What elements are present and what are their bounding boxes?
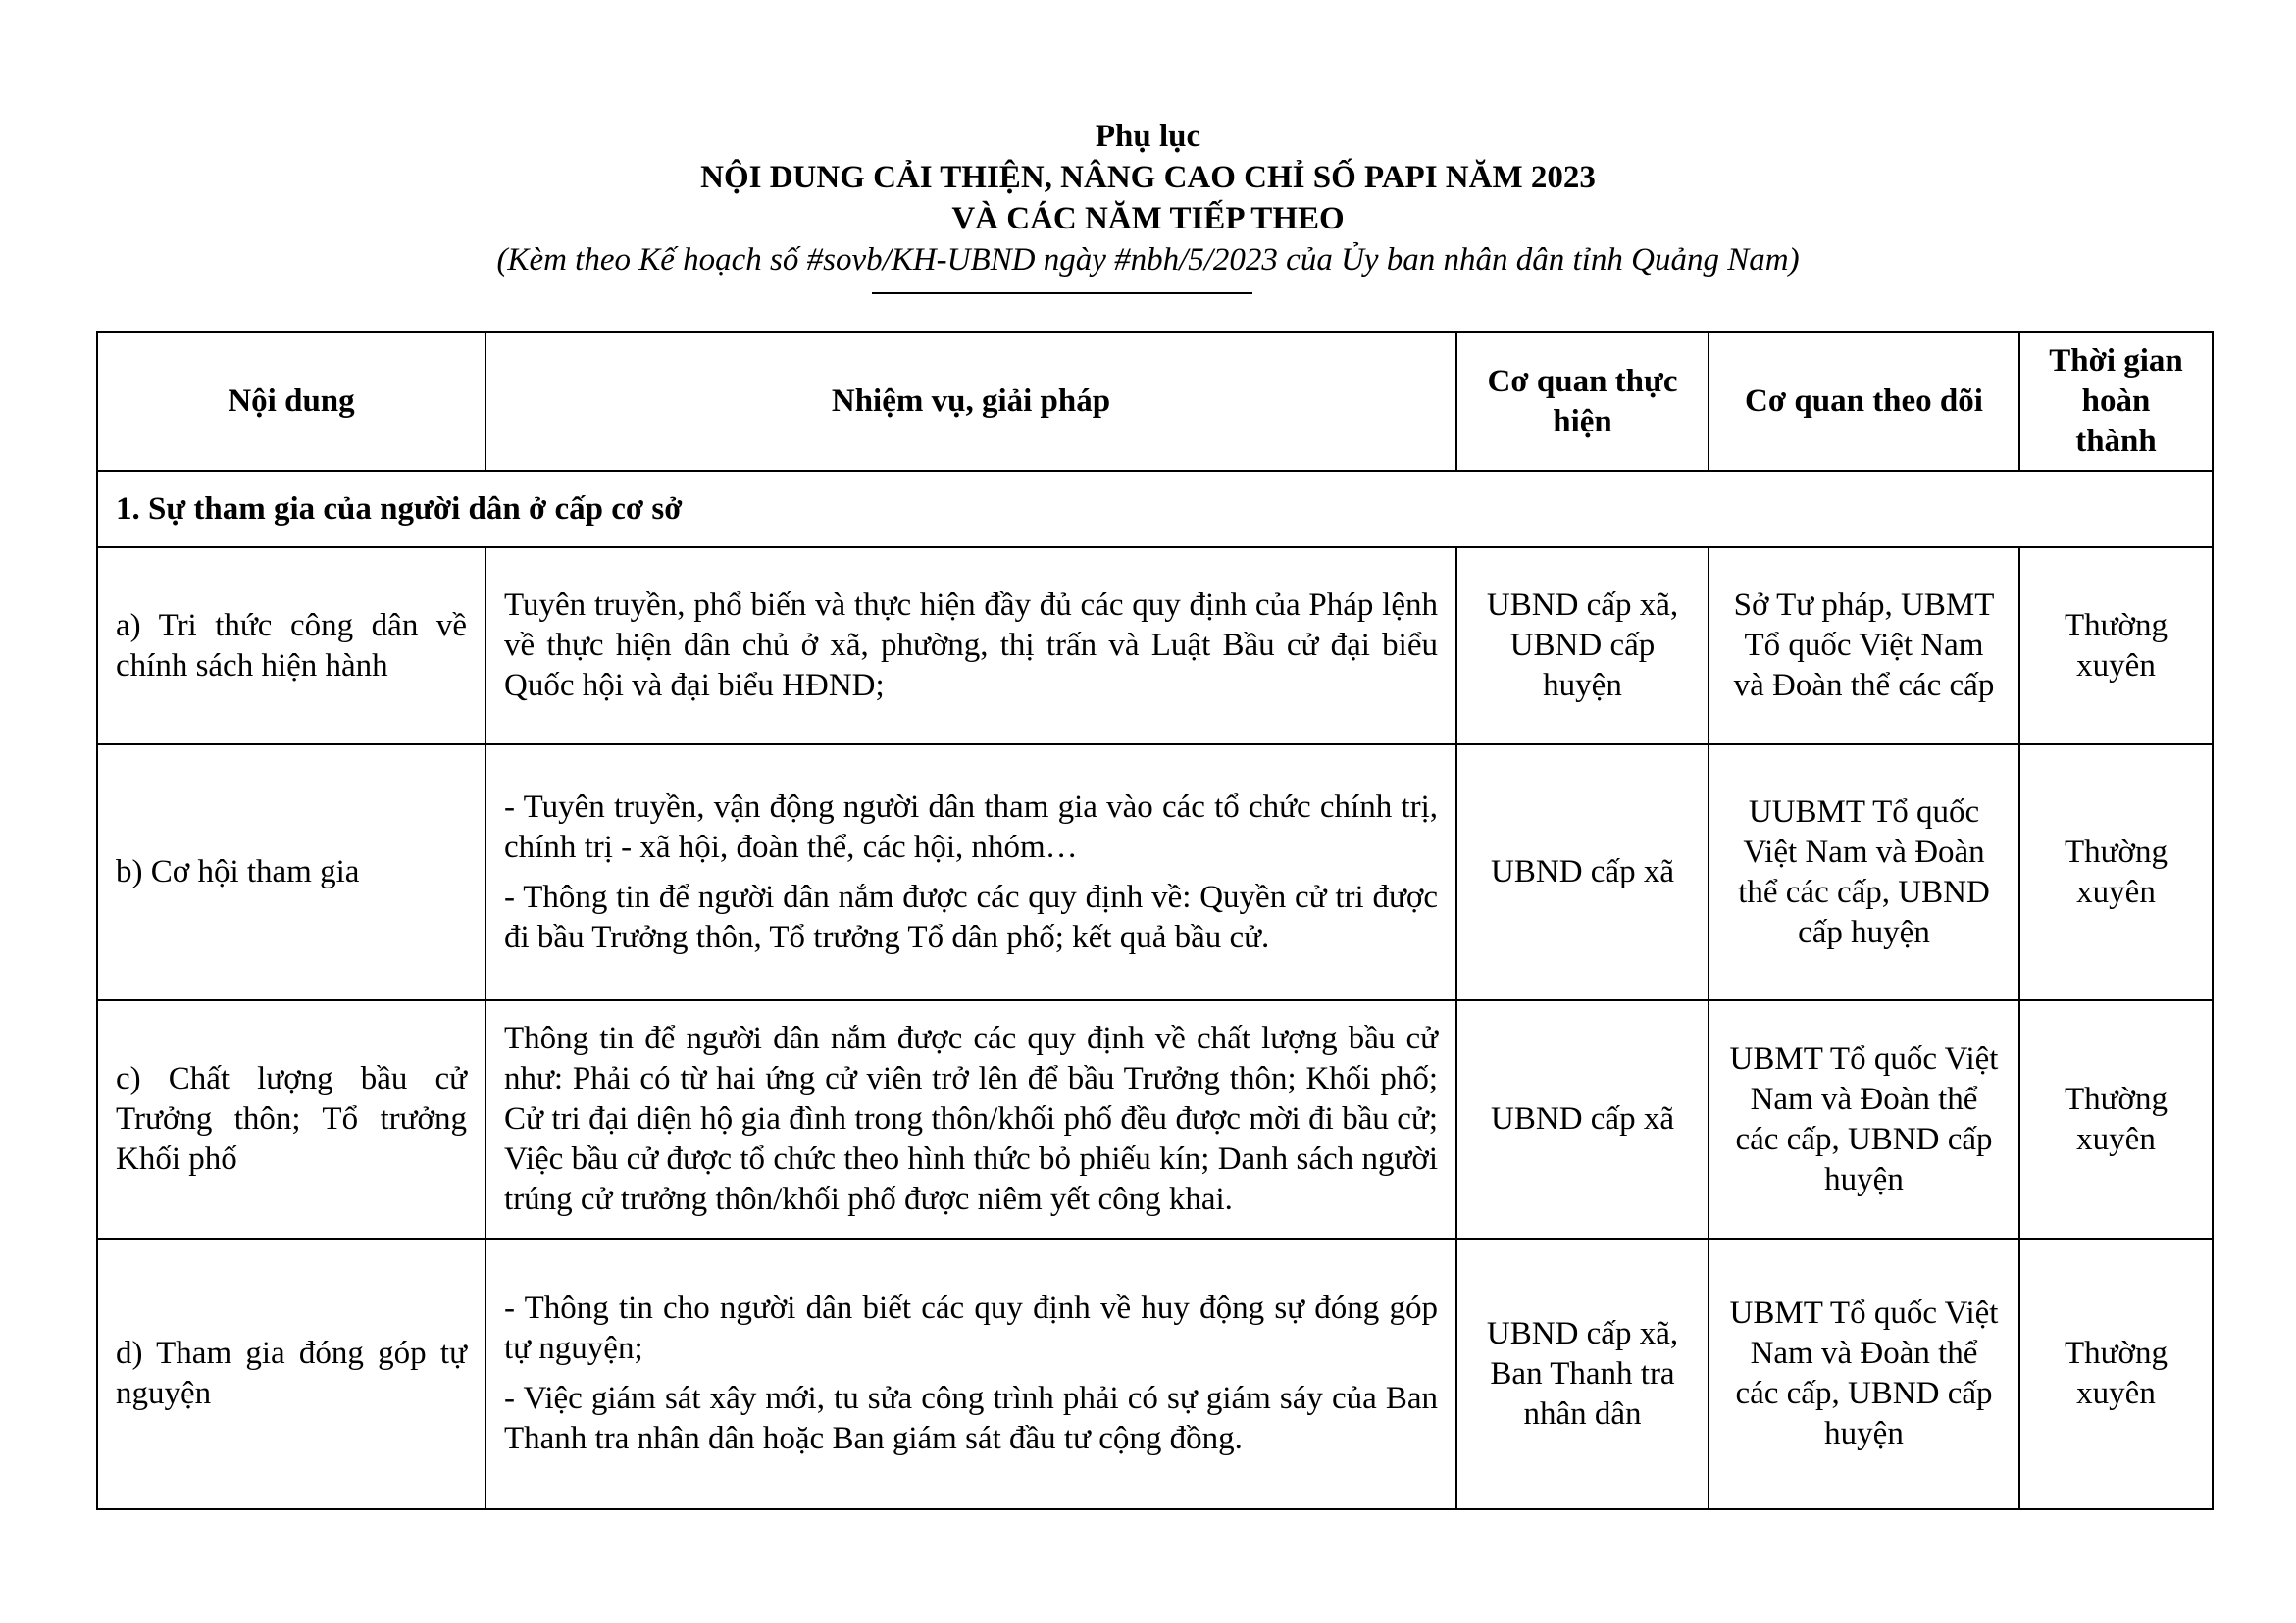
deadline-cell: Thường xuyên	[2019, 1000, 2213, 1239]
task-paragraph: - Tuyên truyền, vận động người dân tham gia vào các tổ chức chính trị, chính trị - xã hội, đoàn thể, các hội, nhóm…	[504, 788, 1438, 865]
tasks-table	[96, 331, 2214, 1510]
section-title: 1. Sự tham gia của người dân ở cấp cơ sở	[97, 471, 2213, 547]
column-header-content: Nội dung	[97, 332, 485, 471]
executor-cell: UBND cấp xã, Ban Thanh tra nhân dân	[1456, 1239, 1709, 1509]
content-cell: a) Tri thức công dân về chính sách hiện hành	[97, 547, 485, 744]
executor-cell: UBND cấp xã, UBND cấp huyện	[1456, 547, 1709, 744]
table-row	[97, 1239, 2213, 1509]
tasks-cell	[485, 1239, 1456, 1509]
content-cell: c) Chất lượng bầu cử Trưởng thôn; Tổ trưởng Khối phố	[97, 1000, 485, 1239]
content-cell: b) Cơ hội tham gia	[97, 744, 485, 1000]
tasks-cell	[485, 547, 1456, 744]
table-header-row	[97, 332, 2213, 471]
monitor-cell: UBMT Tổ quốc Việt Nam và Đoàn thể các cấp, UBND cấp huyện	[1709, 1000, 2019, 1239]
monitor-cell: Sở Tư pháp, UBMT Tổ quốc Việt Nam và Đoàn thể các cấp	[1709, 547, 2019, 744]
deadline-cell: Thường xuyên	[2019, 547, 2213, 744]
monitor-cell: UUBMT Tổ quốc Việt Nam và Đoàn thể các cấp, UBND cấp huyện	[1709, 744, 2019, 1000]
content-cell: d) Tham gia đóng góp tự nguyện	[97, 1239, 485, 1509]
appendix-label: Phụ lục	[1095, 119, 1201, 154]
deadline-cell: Thường xuyên	[2019, 744, 2213, 1000]
column-header-monitor: Cơ quan theo dõi	[1709, 332, 2019, 471]
task-paragraph: Thông tin để người dân nắm được các quy định về chất lượng bầu cử như: Phải có từ hai ứng cử viên trở lên để bầu Trưởng thôn; Khối phố; Cử tri đại diện hộ gia đình trong thôn/khối phố đều được mời đi bầu cử; Việc bầu cử được tổ chức theo hình thức bỏ phiếu kín; Danh sách người trúng cử trưởng thôn/khối phố được niêm yết công khai.	[504, 1021, 1438, 1217]
executor-cell: UBND cấp xã	[1456, 1000, 1709, 1239]
task-paragraph: - Thông tin để người dân nắm được các quy định về: Quyền cử tri được đi bầu Trưởng thôn, Tổ trưởng Tổ dân phố; kết quả bầu cử.	[504, 879, 1438, 955]
task-paragraph: Tuyên truyền, phổ biến và thực hiện đầy đủ các quy định của Pháp lệnh về thực hiện dân chủ ở xã, phường, thị trấn và Luật Bầu cử đại biểu Quốc hội và đại biểu HĐND;	[504, 587, 1438, 703]
title-underline	[872, 292, 1252, 294]
table-row	[97, 1000, 2213, 1239]
task-paragraph: - Việc giám sát xây mới, tu sửa công trình phải có sự giám sáy của Ban Thanh tra nhân dân hoặc Ban giám sát đầu tư cộng đồng.	[504, 1381, 1438, 1456]
column-header-executor: Cơ quan thực hiện	[1456, 332, 1709, 471]
table-row	[97, 744, 2213, 1000]
tasks-cell	[485, 1000, 1456, 1239]
table-row	[97, 547, 2213, 744]
column-header-deadline: Thời gian hoàn thành	[2019, 332, 2213, 471]
monitor-cell: UBMT Tổ quốc Việt Nam và Đoàn thể các cấp, UBND cấp huyện	[1709, 1239, 2019, 1509]
executor-cell: UBND cấp xã	[1456, 744, 1709, 1000]
section-row	[97, 471, 2213, 547]
task-paragraph: - Thông tin cho người dân biết các quy định về huy động sự đóng góp tự nguyện;	[504, 1291, 1438, 1366]
deadline-cell: Thường xuyên	[2019, 1239, 2213, 1509]
document-title-line1: NỘI DUNG CẢI THIỆN, NÂNG CAO CHỈ SỐ PAPI NĂM 2023	[700, 160, 1596, 195]
document-title-line2: VÀ CÁC NĂM TIẾP THEO	[951, 201, 1345, 236]
tasks-cell	[485, 744, 1456, 1000]
column-header-tasks: Nhiệm vụ, giải pháp	[485, 332, 1456, 471]
document-subtitle: (Kèm theo Kế hoạch số #sovb/KH-UBND ngày #nbh/5/2023 của Ủy ban nhân dân tỉnh Quảng Nam)	[496, 242, 1800, 278]
document-header	[0, 116, 2296, 294]
